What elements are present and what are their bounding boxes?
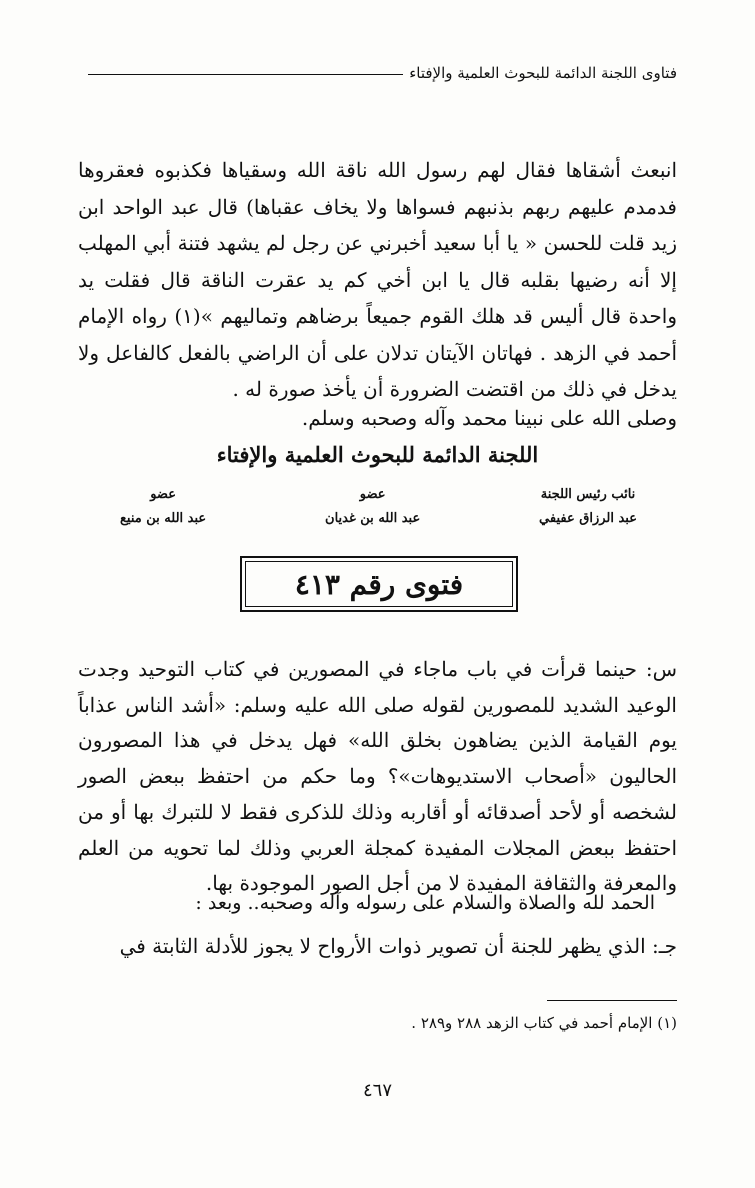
signature-role: عضو	[150, 487, 176, 502]
question-text: س: حينما قرأت في باب ماجاء في المصورين في كتاب التوحيد وجدت الوعيد الشديد للمصورين لقوله صلى الله عليه وسلم: «أشد الناس عذاباً يوم القيامة الذين يضاهون بخلق الله» فهل يدخل في هذا المصورون الحاليون «أصحاب الاستديوهات»؟ وما حكم من احتفظ ببعض الصور لشخصه أو لأحد أصدقائه أو أقاربه وذلك للذكرى فقط لا للتبرك بها أو من احتفظ ببعض المجلات المفيدة كمجلة العربي وذلك لما تحويه من العلم والمعرفة والثقافة المفيدة لا من أجل الصور الموجودة بها.	[78, 657, 677, 896]
signature-member-2	[120, 484, 206, 532]
signature-member-1	[325, 484, 420, 532]
running-header	[88, 64, 677, 82]
page-number: ٤٦٧	[362, 1080, 392, 1101]
paragraph-2: وصلى الله على نبينا محمد وآله وصحبه وسلم.	[301, 406, 677, 430]
answer-text: جـ: الذي يظهر للجنة أن تصوير ذوات الأرواح لا يجوز للأدلة الثابتة في	[119, 934, 677, 958]
answer-opening: الحمد لله والصلاة والسلام على رسوله وآله وصحبه.. وبعد :	[195, 892, 655, 914]
signatures	[120, 484, 637, 532]
paragraph-1: انبعث أشقاها فقال لهم رسول الله ناقة الله وسقياها فكذبوه فعقروها فدمدم عليهم ربهم بذنبهم فسواها ولا يخاف عقباها) قال عبد الواحد ابن زيد قلت للحسن « يا أبا سعيد أخبرني عن رجل لم يشهد فتنة أبي المهلب إلا أنه رضيها بقلبه قال يا ابن أخي كم يد عقرت الناقة قال فقلت يد واحدة قال أليس قد هلك القوم جميعاً برضاهم وتماليهم »(١) رواه الإمام أحمد في الزهد . فهاتان الآيتان تدلان على أن الراضي بالفعل كالفاعل ولا يدخل في ذلك من اقتضت الضرورة أن يأخذ صورة له .	[78, 158, 677, 401]
running-title: فتاوى اللجنة الدائمة للبحوث العلمية والإفتاء	[409, 64, 677, 82]
signature-role: نائب رئيس اللجنة	[540, 487, 636, 502]
signature-name: عبد الله بن منيع	[120, 511, 207, 526]
signature-name: عبد الرزاق عفيفي	[539, 511, 637, 526]
signature-deputy	[539, 484, 637, 532]
fatwa-heading: فتوى رقم ٤١٣	[294, 567, 464, 601]
footnote: (١) الإمام أحمد في كتاب الزهد ٢٨٨ و٢٨٩ .	[411, 1014, 677, 1032]
signature-role: عضو	[359, 487, 386, 502]
footnote-rule	[547, 1000, 677, 1001]
header-rule	[88, 74, 403, 75]
fatwa-heading-box	[240, 556, 518, 612]
committee-title: اللجنة الدائمة للبحوث العلمية والإفتاء	[216, 442, 539, 467]
signature-name: عبد الله بن غديان	[325, 511, 421, 526]
